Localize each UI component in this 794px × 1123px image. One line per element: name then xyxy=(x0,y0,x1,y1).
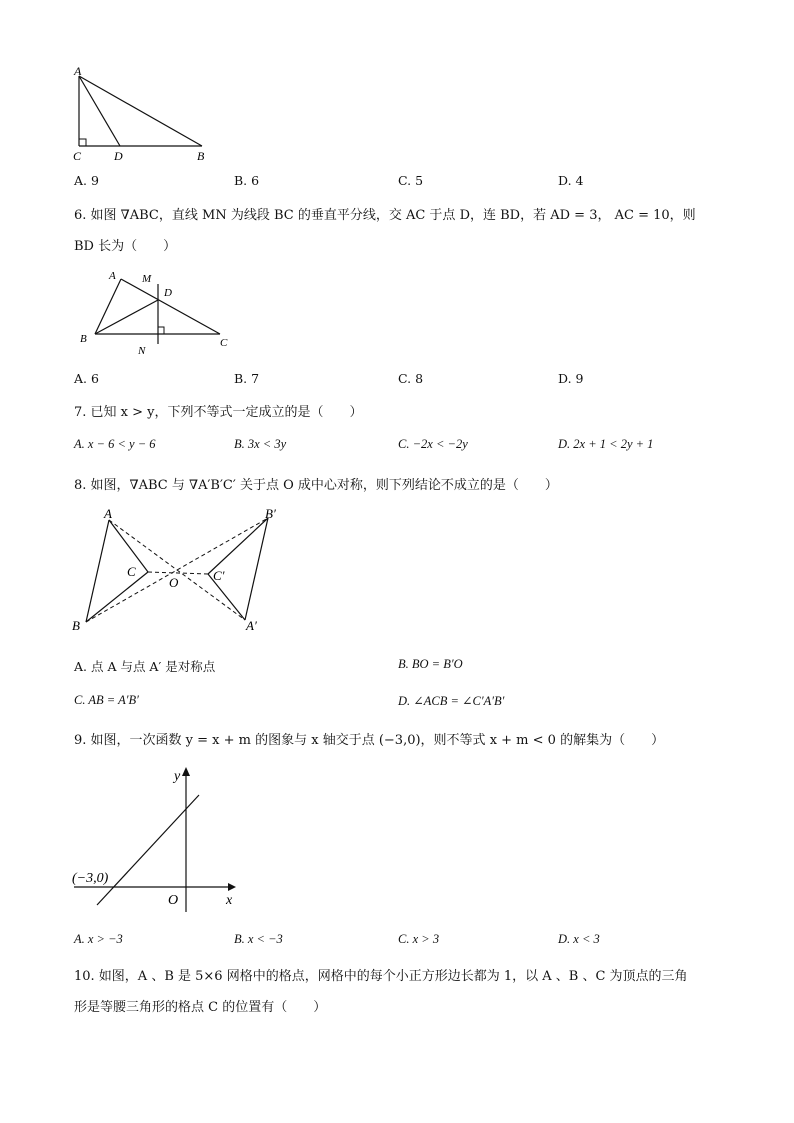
q7-option-b[interactable]: B. 3x < 3y xyxy=(234,437,287,451)
q10-stem-line2: 形是等腰三角形的格点 C 的位置有（ ） xyxy=(74,1000,327,1015)
q10-stem-line1: 10. 如图，A 、B 是 5×6 网格中的格点，网格中的每个小正方形边长都为 1，以 A 、B 、C 为顶点的三角 xyxy=(74,969,688,984)
q5-label-d: D xyxy=(114,149,123,163)
q5-option-c[interactable]: C. 5 xyxy=(398,173,424,188)
q9-label-y: y xyxy=(174,769,181,784)
q5-option-a[interactable]: A. 9 xyxy=(74,173,99,188)
q9-stem: 9. 如图，一次函数 y = x + m 的图象与 x 轴交于点 (−3,0)，则不等式 x + m < 0 的解集为（ ） xyxy=(74,733,665,748)
q7-stem: 7. 已知 x > y，下列不等式一定成立的是（ ） xyxy=(74,405,363,420)
q7-option-a[interactable]: A. x − 6 < y − 6 xyxy=(74,437,156,451)
q5-label-a: A xyxy=(74,64,82,78)
q8-label-b-prime: B′ xyxy=(265,506,276,521)
q9-option-a[interactable]: A. x > −3 xyxy=(74,932,123,946)
q8-label-b: B xyxy=(72,618,80,633)
q8-option-d[interactable]: D. ∠ACB = ∠C′A′B′ xyxy=(398,694,505,708)
q6-label-n: N xyxy=(138,345,146,357)
q8-label-c: C xyxy=(127,564,136,579)
q9-option-d[interactable]: D. x < 3 xyxy=(558,932,600,946)
q6-label-d: D xyxy=(164,287,172,299)
q9-figure xyxy=(66,764,246,914)
q5-figure xyxy=(66,62,216,162)
q5-label-b: B xyxy=(197,149,205,163)
q6-stem-line1: 6. 如图 ∇ABC，直线 MN 为线段 BC 的垂直平分线，交 AC 于点 D，连 BD，若 AD = 3， AC = 10，则 xyxy=(74,208,696,223)
q6-label-b: B xyxy=(80,333,87,345)
q6-figure xyxy=(76,266,246,356)
q5-option-b[interactable]: B. 6 xyxy=(234,173,260,188)
q6-option-b[interactable]: B. 7 xyxy=(234,371,260,386)
q6-option-d[interactable]: D. 9 xyxy=(558,371,584,386)
q9-option-c[interactable]: C. x > 3 xyxy=(398,932,440,946)
q8-figure xyxy=(68,502,278,637)
q8-option-a[interactable]: A. 点 A 与点 A′ 是对称点 xyxy=(74,659,216,674)
q6-label-c: C xyxy=(220,337,228,349)
q7-option-c[interactable]: C. −2x < −2y xyxy=(398,437,468,451)
q8-stem: 8. 如图，∇ABC 与 ∇A′B′C′ 关于点 O 成中心对称，则下列结论不成立的是（ ） xyxy=(74,478,558,493)
q8-option-b[interactable]: B. BO = B′O xyxy=(398,657,463,671)
q6-label-a: A xyxy=(109,270,116,282)
q8-label-a: A xyxy=(104,506,112,521)
q9-label-o: O xyxy=(168,893,179,908)
q6-stem-line2: BD 长为（ ） xyxy=(74,239,177,254)
q9-label-point: (−3,0) xyxy=(72,871,109,886)
q8-label-o: O xyxy=(169,575,179,590)
q6-option-c[interactable]: C. 8 xyxy=(398,371,424,386)
q7-option-d[interactable]: D. 2x + 1 < 2y + 1 xyxy=(558,437,654,451)
q5-option-d[interactable]: D. 4 xyxy=(558,173,584,188)
q8-label-a-prime: A′ xyxy=(246,618,257,633)
q6-label-m: M xyxy=(142,273,152,285)
q5-label-c: C xyxy=(73,149,82,163)
q9-label-x: x xyxy=(226,893,233,908)
q8-label-c-prime: C′ xyxy=(213,568,225,583)
q9-option-b[interactable]: B. x < −3 xyxy=(234,932,283,946)
q6-option-a[interactable]: A. 6 xyxy=(74,371,99,386)
q8-option-c[interactable]: C. AB = A′B′ xyxy=(74,693,139,707)
